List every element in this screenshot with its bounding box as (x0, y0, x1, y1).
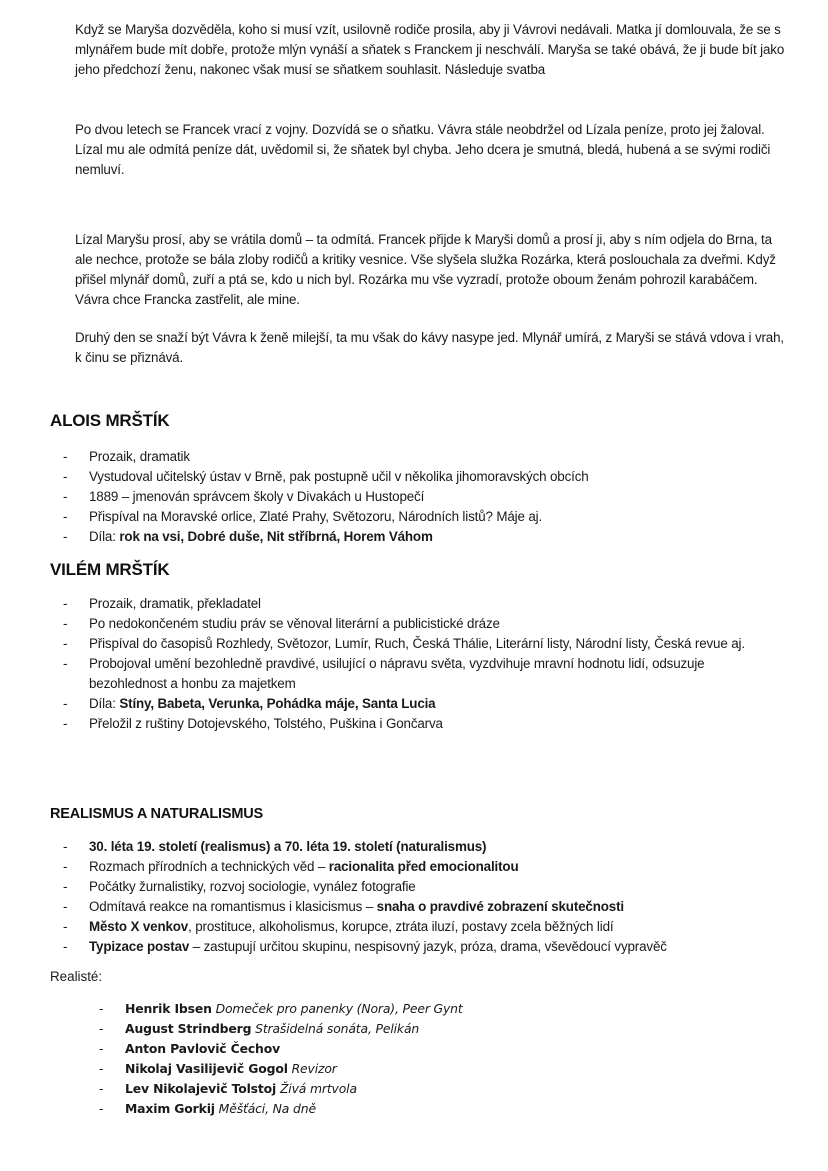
author-name: August Strindberg (125, 1021, 252, 1036)
list-item: - Přispíval na Moravské orlice, Zlaté Prahy, Světozoru, Národních listů? Máje aj. (0, 507, 790, 527)
list-item: - 30. léta 19. století (realismus) a 70. léta 19. století (naturalismus) (0, 837, 790, 857)
dash-bullet: - (99, 1041, 104, 1056)
dash-bullet: - (63, 899, 68, 914)
dash-bullet: - (63, 839, 68, 854)
vilem-list (0, 594, 790, 734)
author-name: Lev Nikolajevič Tolstoj (125, 1081, 277, 1096)
paragraph-wedding: Když se Maryša dozvěděla, koho si musí vzít, usilovně rodiče prosila, aby ji Vávrovi nedávali. Matka jí domlouvala, že se s mlynářem bude mít dobře, protože mlýn vynáší a sňatek s Franckem ji neschválí. Maryša se také obává, že ji bude bít jako jeho předchozí ženu, nakonec však musí se sňatkem souhlasit. Následuje svatba (75, 22, 785, 77)
list-item: - Prozaik, dramatik, překladatel (0, 594, 790, 614)
author-works: Měšťáci, Na dně (214, 1101, 316, 1116)
list-item: - Díla: rok na vsi, Dobré duše, Nit stříbrná, Horem Váhom (0, 527, 790, 547)
dash-bullet: - (99, 1061, 104, 1076)
list-item (0, 1059, 790, 1079)
dash-bullet: - (63, 636, 68, 651)
author-works: Domeček pro panenky (Nora), Peer Gynt (211, 1001, 463, 1016)
paragraph-poison: Druhý den se snaží být Vávra k ženě milejší, ta mu však do kávy nasype jed. Mlynář umírá, z Maryši se stává vdova i vrah, k činu se přiznává. (75, 330, 784, 365)
list-item (0, 1039, 790, 1059)
realismus-list (0, 837, 790, 957)
dash-bullet: - (63, 919, 68, 934)
dash-bullet: - (63, 529, 68, 544)
list-item: - Počátky žurnalistiky, rozvoj sociologie, vynález fotografie (0, 877, 790, 897)
author-works: Živá mrtvola (276, 1081, 357, 1096)
dash-bullet: - (63, 449, 68, 464)
dash-bullet: - (63, 656, 68, 671)
list-item: - Probojoval umění bezohledně pravdivé, usilující o nápravu světa, vyzdvihuje mravní hodnotu lidí, odsuzuje bezohlednost a honbu za majetkem (63, 656, 705, 691)
realists-label: Realisté: (50, 969, 103, 984)
works-list: rok na vsi, Dobré duše, Nit stříbrná, Horem Váhom (119, 529, 433, 544)
list-item: - Po nedokončeném studiu práv se věnoval literární a publicistické dráze (0, 614, 790, 634)
dash-bullet: - (63, 489, 68, 504)
dash-bullet: - (63, 696, 68, 711)
dash-bullet: - (63, 616, 68, 631)
list-item: - Rozmach přírodních a technických věd – racionalita před emocionalitou (0, 857, 790, 877)
list-item (0, 1019, 790, 1039)
paragraph-lizal-begs: Lízal Maryšu prosí, aby se vrátila domů – ta odmítá. Francek přijde k Maryši domů a prosí ji, aby s ním odjela do Brna, ta ale nechce, protože se bála zloby rodičů a kritiky vesnice. Vše slyšela služka Rozárka, která poslouchala za dveřmi. Když přišel mlynář domů, zuří a ptá se, kdo u nich byl. Rozárka mu vše vyzradí, protože oboum ženám pohrozil karabáčem. Vávra chce Francka zastřelit, ale mine. (75, 232, 776, 307)
dash-bullet: - (63, 716, 68, 731)
dash-bullet: - (63, 879, 68, 894)
list-item (0, 1079, 790, 1099)
list-item: - Přeložil z ruštiny Dotojevského, Tolstého, Puškina i Gončarva (0, 714, 790, 734)
list-item: - Přispíval do časopisů Rozhledy, Světozor, Lumír, Ruch, Česká Thálie, Literární listy, Národní listy, Česká revue aj. (0, 634, 790, 654)
realists-list (0, 999, 790, 1119)
dash-bullet: - (63, 509, 68, 524)
list-item: - Vystudoval učitelský ústav v Brně, pak postupně učil v několika jihomoravských obcích (0, 467, 790, 487)
list-item: - 1889 – jmenován správcem školy v Divakách u Hustopečí (0, 487, 790, 507)
dash-bullet: - (99, 1081, 104, 1096)
heading-vilem-mrstik: VILÉM MRŠTÍK (50, 560, 170, 579)
author-name: Henrik Ibsen (125, 1001, 212, 1016)
dash-bullet: - (99, 1101, 104, 1116)
dash-bullet: - (99, 1021, 104, 1036)
dash-bullet: - (63, 469, 68, 484)
author-works: Revizor (287, 1061, 337, 1076)
list-item (0, 999, 790, 1019)
list-item: - Díla: Stíny, Babeta, Verunka, Pohádka máje, Santa Lucia (0, 694, 790, 714)
list-item: - Odmítavá reakce na romantismus i klasicismus – snaha o pravdivé zobrazení skutečnosti (0, 897, 790, 917)
author-name: Nikolaj Vasilijevič Gogol (125, 1061, 288, 1076)
author-name: Anton Pavlovič Čechov (125, 1041, 281, 1056)
list-item (0, 1099, 790, 1119)
list-item: - Město X venkov, prostituce, alkoholismus, korupce, ztráta iluzí, postavy zcela běžných lidí (0, 917, 790, 937)
author-name: Maxim Gorkij (125, 1101, 215, 1116)
heading-alois-mrstik: ALOIS MRŠTÍK (50, 411, 170, 430)
list-item: - Typizace postav – zastupují určitou skupinu, nespisovný jazyk, próza, drama, vševědoucí vypravěč (0, 937, 790, 957)
author-works: Strašidelná sonáta, Pelikán (251, 1021, 420, 1036)
paragraph-francek-returns: Po dvou letech se Francek vrací z vojny. Dozvídá se o sňatku. Vávra stále neobdržel od Lízala peníze, proto jej žaloval. Lízal mu ale odmítá peníze dát, uvědomil si, že sňatek byl chyba. Jeho dcera je smutná, bledá, hubená a se svými rodiči nemluví. (75, 122, 771, 177)
dash-bullet: - (99, 1001, 104, 1016)
dash-bullet: - (63, 859, 68, 874)
dash-bullet: - (63, 939, 68, 954)
dash-bullet: - (63, 596, 68, 611)
heading-realismus-naturalismus: REALISMUS A NATURALISMUS (50, 806, 263, 822)
list-item: - Prozaik, dramatik (0, 447, 790, 467)
works-list: Stíny, Babeta, Verunka, Pohádka máje, Santa Lucia (119, 696, 436, 711)
alois-list (0, 447, 790, 547)
